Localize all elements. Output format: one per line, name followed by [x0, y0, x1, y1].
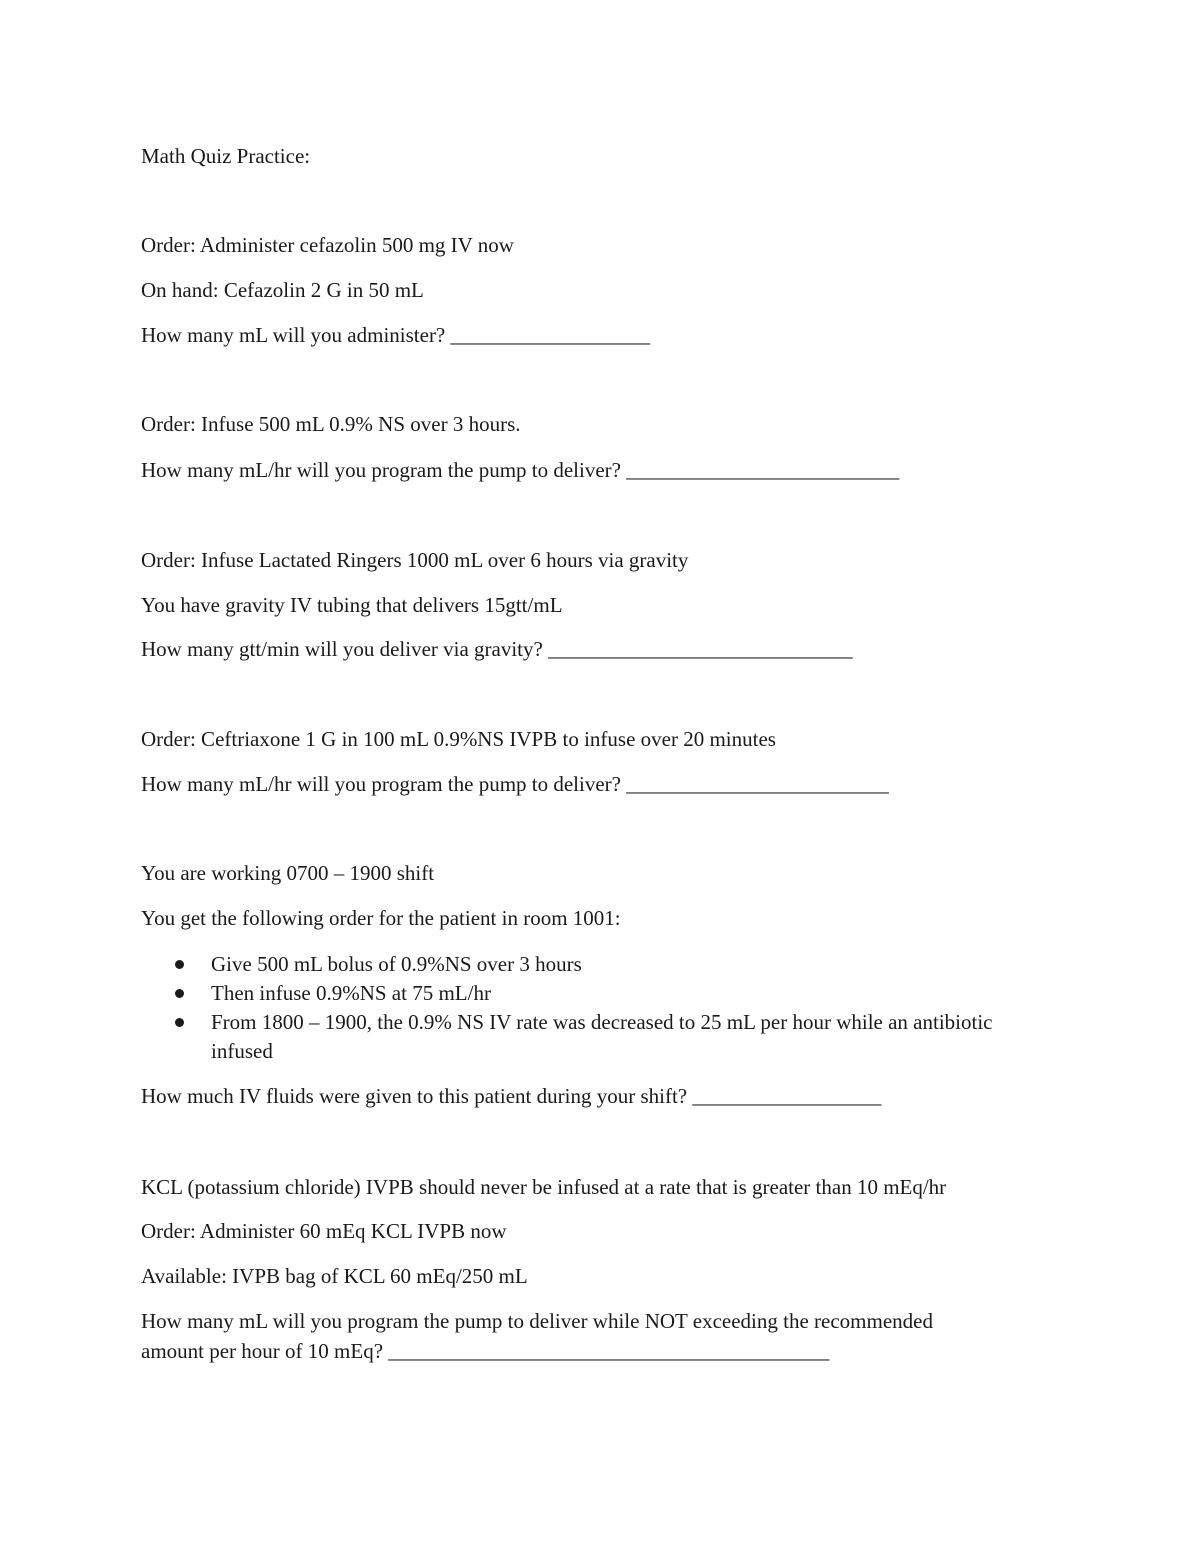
- q5-question: How much IV fluids were given to this patient during your shift? __________________: [141, 1084, 882, 1108]
- q2-question: How many mL/hr will you program the pump to deliver? __________________________: [141, 458, 900, 482]
- q6-warning: KCL (potassium chloride) IVPB should never be infused at a rate that is greater than 10 mEq/hr: [141, 1175, 947, 1199]
- q1-question: How many mL will you administer? ___________________: [141, 323, 651, 347]
- q2-order: Order: Infuse 500 mL 0.9% NS over 3 hours.: [141, 412, 521, 436]
- q4-question: How many mL/hr will you program the pump to deliver? _________________________: [141, 772, 889, 796]
- bullet-icon: [175, 960, 184, 969]
- list-item-text: Give 500 mL bolus of 0.9%NS over 3 hours: [211, 952, 582, 976]
- bullet-icon: [175, 989, 184, 998]
- bullet-icon: [175, 1018, 184, 1027]
- list-item: [141, 1008, 1041, 1066]
- q3-order: Order: Infuse Lactated Ringers 1000 mL over 6 hours via gravity: [141, 548, 689, 572]
- list-item-text: Then infuse 0.9%NS at 75 mL/hr: [211, 981, 491, 1005]
- list-item-text: From 1800 – 1900, the 0.9% NS IV rate was decreased to 25 mL per hour while an antibiotic infused: [211, 1010, 993, 1063]
- q6-question-line1: How many mL will you program the pump to deliver while NOT exceeding the recommended: [141, 1309, 933, 1333]
- q6-available: Available: IVPB bag of KCL 60 mEq/250 mL: [141, 1264, 528, 1288]
- q5-order-intro: You get the following order for the patient in room 1001:: [141, 906, 621, 930]
- q1-order: Order: Administer cefazolin 500 mg IV now: [141, 233, 514, 257]
- q1-on-hand: On hand: Cefazolin 2 G in 50 mL: [141, 278, 424, 302]
- q5-order-list: [141, 950, 1041, 1066]
- q5-shift: You are working 0700 – 1900 shift: [141, 861, 435, 885]
- page-title: Math Quiz Practice:: [141, 144, 311, 168]
- list-item: [141, 979, 1041, 1008]
- q6-question-line2: amount per hour of 10 mEq? __________________________________________: [141, 1339, 830, 1363]
- q6-order: Order: Administer 60 mEq KCL IVPB now: [141, 1219, 507, 1243]
- q3-tubing: You have gravity IV tubing that delivers 15gtt/mL: [141, 593, 563, 617]
- q4-order: Order: Ceftriaxone 1 G in 100 mL 0.9%NS IVPB to infuse over 20 minutes: [141, 727, 776, 751]
- q3-question: How many gtt/min will you deliver via gravity? _____________________________: [141, 637, 853, 661]
- list-item: [141, 950, 1041, 979]
